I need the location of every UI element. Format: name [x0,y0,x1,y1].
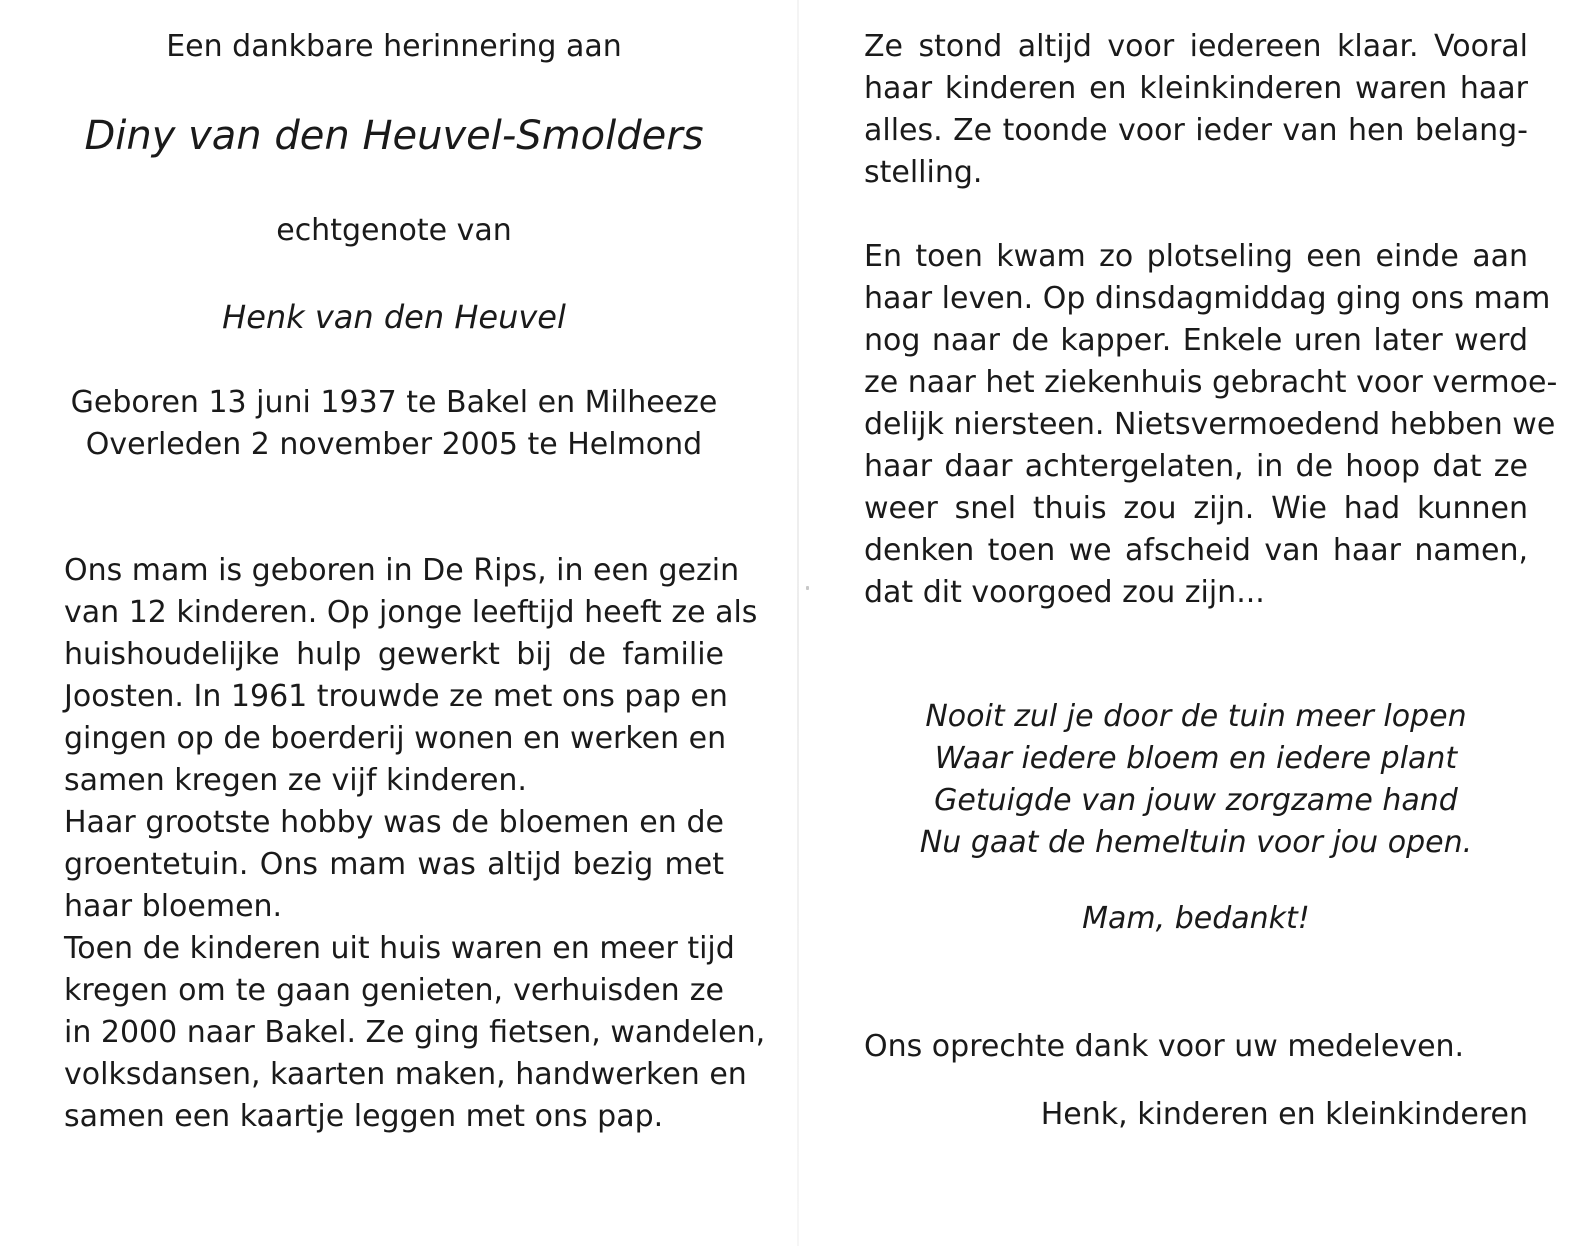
biography-line: samen kregen ze vijf kinderen. [64,763,527,798]
biography-line: van 12 kinderen. Op jonge leeftijd heeft ze als [64,595,758,630]
spouse-name: Henk van den Heuvel [222,298,566,336]
paragraph-line: En toen kwam zo plotseling een einde aan [864,239,1528,274]
deceased-name: Diny van den Heuvel-Smolders [84,113,704,159]
paragraph-line: nog naar de kapper. Enkele uren later werd [864,323,1528,358]
biography-line: kregen om te gaan genieten, verhuisden ze [64,973,724,1008]
paragraph-line: dat dit voorgoed zou zijn... [864,575,1265,610]
card-fold [797,0,799,1246]
paragraph-line: Ze stond altijd voor iedereen klaar. Vooral [864,29,1528,64]
intro-text: Een dankbare herinnering aan [166,29,622,64]
paragraph-line: alles. Ze toonde voor ieder van hen belang- [864,113,1528,148]
paragraph-line: haar daar achtergelaten, in de hoop dat ze [864,449,1528,484]
biography-line: volksdansen, kaarten maken, handwerken en [64,1057,747,1092]
spouse-intro: echtgenote van [276,213,512,248]
paragraph-line: haar kinderen en kleinkinderen waren haar [864,71,1528,106]
biography-line: Haar grootste hobby was de bloemen en de [64,805,724,840]
poem-line: Waar iedere bloem en iedere plant [934,741,1458,776]
paragraph-line: stelling. [864,155,983,190]
thanks-sympathy: Ons oprechte dank voor uw medeleven. [864,1029,1465,1064]
biography-line: in 2000 naar Bakel. Ze ging fietsen, wandelen, [64,1015,766,1050]
biography-line: huishoudelijke hulp gewerkt bij de familie [64,637,724,672]
birth-line: Geboren 13 juni 1937 te Bakel en Milheeze [70,385,718,420]
poem-line: Nooit zul je door de tuin meer lopen [925,699,1467,734]
paragraph-line: denken toen we afscheid van haar namen, [864,533,1528,568]
thanks-mam: Mam, bedankt! [1082,901,1310,936]
biography-line: Ons mam is geboren in De Rips, in een gezin [64,553,740,588]
biography-line: samen een kaartje leggen met ons pap. [64,1099,664,1134]
paragraph-line: delijk niersteen. Nietsvermoedend hebben we [864,407,1556,442]
biography-line: Joosten. In 1961 trouwde ze met ons pap en [64,679,728,714]
biography-line: Toen de kinderen uit huis waren en meer tijd [64,931,735,966]
signature: Henk, kinderen en kleinkinderen [1040,1097,1528,1132]
fold-mark [806,586,809,590]
biography-line: gingen op de boerderij wonen en werken en [64,721,727,756]
poem-line: Nu gaat de hemeltuin voor jou open. [919,825,1473,860]
poem-line: Getuigde van jouw zorgzame hand [934,783,1458,818]
biography-line: groentetuin. Ons mam was altijd bezig met [64,847,724,882]
paragraph-line: weer snel thuis zou zijn. Wie had kunnen [864,491,1528,526]
paragraph-line: haar leven. Op dinsdagmiddag ging ons mam [864,281,1551,316]
biography-line: haar bloemen. [64,889,283,924]
paragraph-line: ze naar het ziekenhuis gebracht voor vermoe- [864,365,1558,400]
death-line: Overleden 2 november 2005 te Helmond [85,427,703,462]
